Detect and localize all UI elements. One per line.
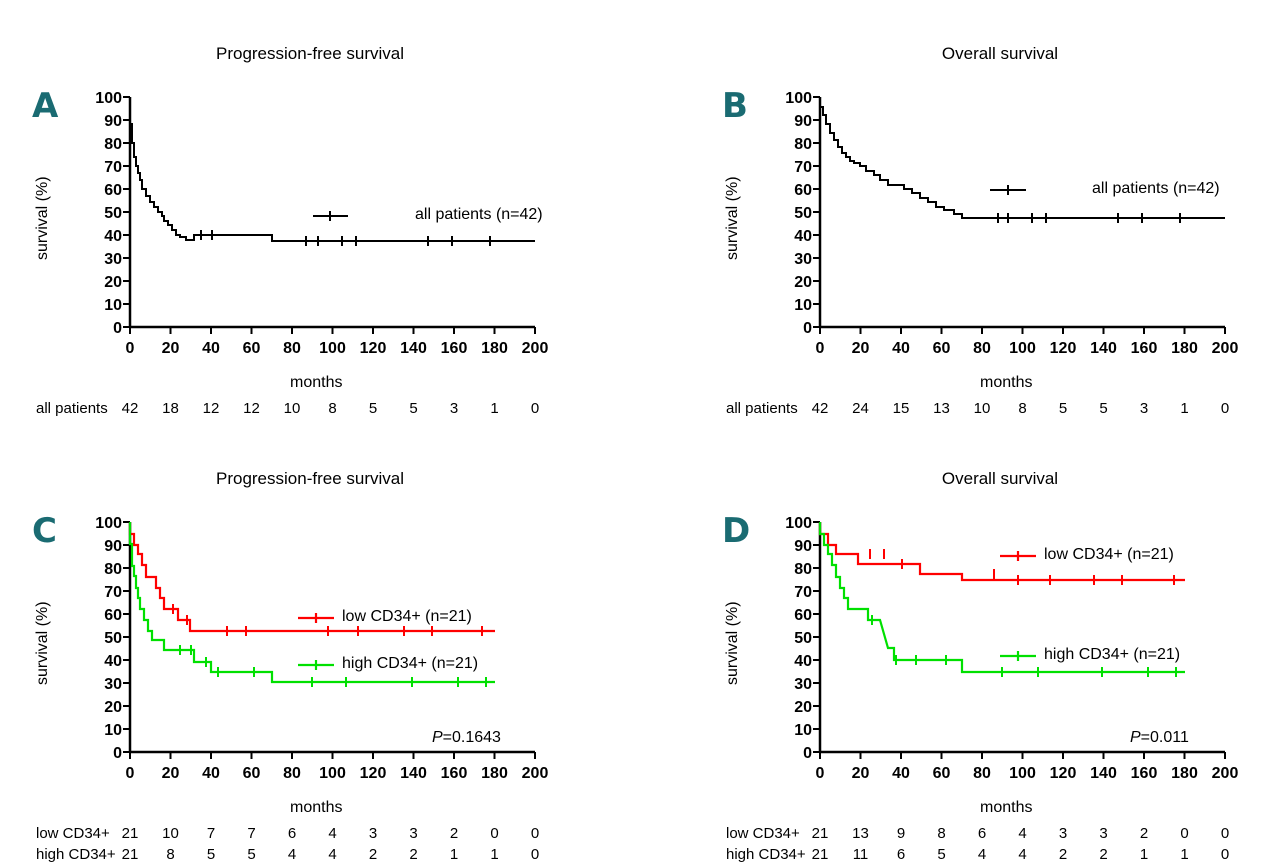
panel-c-xaxis-label: months [290,799,343,816]
risk-cell: 0 [1180,825,1189,842]
svg-text:0: 0 [125,340,135,357]
risk-cell: 3 [449,400,459,417]
svg-text:160: 160 [1130,340,1158,357]
risk-cell: 13 [933,400,950,417]
svg-text:120: 120 [1049,340,1077,357]
risk-cell: 12 [202,400,220,417]
risk-cell: 8 [1018,400,1027,417]
panel-c-yaxis-label: survival (%) [34,601,51,685]
svg-text:40: 40 [892,765,910,782]
svg-text:30: 30 [104,251,122,268]
risk-cell: 5 [206,846,216,863]
risk-cell: 42 [121,400,139,417]
panel-d-legend-label-1: high CD34+ (n=21) [1044,646,1181,663]
svg-text:0: 0 [803,320,812,337]
risk-cell: 21 [121,846,139,863]
risk-row-label: low CD34+ [726,825,800,842]
svg-text:140: 140 [400,340,427,357]
risk-cell: 10 [162,825,179,842]
panel-c-title: Progression-free survival [215,469,404,488]
panel-c [0,433,640,867]
risk-cell: 9 [896,825,906,842]
svg-text:0: 0 [113,320,122,337]
svg-text:80: 80 [973,340,991,357]
svg-text:100: 100 [1009,340,1036,357]
svg-text:140: 140 [1090,340,1117,357]
panel-a-letter: A [32,86,59,126]
svg-text:70: 70 [104,159,122,176]
risk-cell: 21 [811,846,829,863]
risk-cell: 0 [530,400,540,417]
svg-text:0: 0 [125,765,135,782]
panel-d-legend-label-0: low CD34+ (n=21) [1044,546,1174,563]
svg-text:50: 50 [104,205,122,222]
panel-b-plot [750,85,1250,370]
risk-cell: 1 [1139,846,1149,863]
risk-cell: 4 [977,846,987,863]
svg-text:80: 80 [283,765,301,782]
risk-cell: 21 [811,825,829,842]
risk-cell: 1 [490,400,499,417]
risk-cell: 0 [530,846,540,863]
svg-text:120: 120 [359,765,387,782]
svg-text:70: 70 [104,584,122,601]
svg-text:60: 60 [104,607,122,624]
risk-cell: 5 [937,846,946,863]
risk-cell: 0 [1220,400,1230,417]
risk-row-label: high CD34+ [36,846,116,863]
svg-text:80: 80 [794,561,812,578]
risk-cell: 5 [247,846,256,863]
svg-text:60: 60 [932,765,951,782]
svg-text:90: 90 [794,113,812,130]
panel-c-legend-label-0: low CD34+ (n=21) [342,608,472,625]
svg-text:20: 20 [851,340,870,357]
svg-text:180: 180 [481,340,508,357]
svg-text:180: 180 [1171,765,1198,782]
risk-cell: 24 [852,400,869,417]
risk-cell: 0 [1220,825,1230,842]
svg-text:100: 100 [785,90,812,107]
panel-a-yaxis-label: survival (%) [34,176,51,260]
svg-text:40: 40 [794,228,812,245]
panel-a-xaxis-label: months [290,374,343,391]
risk-row-label: all patients [36,400,108,417]
svg-text:200: 200 [521,765,549,782]
panel-b-letter: B [722,86,748,126]
svg-text:60: 60 [932,340,951,357]
svg-text:50: 50 [794,630,812,647]
panel-d-yaxis-label: survival (%) [724,601,741,685]
risk-cell: 0 [490,825,499,842]
svg-text:40: 40 [104,228,122,245]
risk-cell: 8 [937,825,946,842]
pvalue-value: =0.1643 [442,729,501,746]
svg-text:180: 180 [1171,340,1198,357]
panel-c-pvalue [432,729,501,747]
svg-text:100: 100 [785,515,812,532]
risk-cell: 5 [368,400,378,417]
panel-b-xaxis-label: months [980,374,1033,391]
panel-d-xaxis-label: months [980,799,1033,816]
risk-cell: 8 [328,400,337,417]
risk-cell: 3 [1139,400,1149,417]
svg-text:160: 160 [440,340,468,357]
svg-text:30: 30 [794,251,812,268]
risk-cell: 4 [1018,825,1027,842]
panel-a-plot [60,85,560,370]
panel-d-title: Overall survival [941,469,1059,488]
svg-text:20: 20 [794,274,812,291]
svg-text:20: 20 [161,340,180,357]
risk-cell: 2 [1139,825,1149,842]
svg-text:70: 70 [794,159,812,176]
svg-text:40: 40 [794,653,812,670]
svg-text:60: 60 [242,340,261,357]
risk-cell: 2 [1058,846,1068,863]
risk-cell: 1 [1180,400,1189,417]
svg-text:60: 60 [104,182,122,199]
pvalue-symbol: P [1130,729,1141,746]
panel-b [640,0,1280,433]
svg-text:100: 100 [95,90,122,107]
svg-text:80: 80 [794,136,812,153]
risk-cell: 42 [811,400,829,417]
svg-text:80: 80 [283,340,301,357]
risk-cell: 13 [852,825,869,842]
risk-cell: 4 [1018,846,1027,863]
svg-text:20: 20 [794,699,812,716]
risk-cell: 12 [243,400,260,417]
panel-b-legend-label-0: all patients (n=42) [1092,180,1220,197]
svg-text:50: 50 [794,205,812,222]
risk-cell: 10 [973,400,991,417]
risk-cell: 5 [1058,400,1068,417]
risk-cell: 8 [166,846,175,863]
risk-cell: 18 [162,400,179,417]
svg-text:80: 80 [973,765,991,782]
risk-cell: 1 [1180,846,1189,863]
risk-cell: 6 [977,825,987,842]
panel-d-pvalue [1130,729,1189,747]
risk-cell: 2 [449,825,459,842]
svg-text:10: 10 [104,297,122,314]
risk-cell: 0 [530,825,540,842]
svg-text:40: 40 [104,653,122,670]
risk-cell: 1 [490,846,499,863]
svg-text:200: 200 [1211,765,1239,782]
svg-text:90: 90 [104,538,122,555]
svg-text:20: 20 [104,699,122,716]
risk-cell: 5 [1099,400,1108,417]
svg-text:120: 120 [359,340,387,357]
svg-text:20: 20 [104,274,122,291]
risk-cell: 2 [368,846,378,863]
risk-cell: 6 [287,825,297,842]
svg-text:90: 90 [104,113,122,130]
risk-cell: 3 [1058,825,1068,842]
panel-a-legend-label-0: all patients (n=42) [415,206,543,223]
svg-text:40: 40 [892,340,910,357]
svg-text:140: 140 [400,765,427,782]
risk-cell: 21 [121,825,139,842]
svg-text:140: 140 [1090,765,1117,782]
pvalue-symbol: P [432,729,443,746]
svg-text:20: 20 [851,765,870,782]
svg-text:100: 100 [1009,765,1036,782]
svg-text:70: 70 [794,584,812,601]
svg-text:120: 120 [1049,765,1077,782]
risk-cell: 2 [409,846,418,863]
risk-cell: 0 [1220,846,1230,863]
svg-text:160: 160 [440,765,468,782]
risk-row-label: high CD34+ [726,846,806,863]
svg-text:10: 10 [794,297,812,314]
svg-text:10: 10 [794,722,812,739]
risk-cell: 4 [287,846,297,863]
panel-c-legend-label-1: high CD34+ (n=21) [342,655,479,672]
svg-text:60: 60 [242,765,261,782]
risk-cell: 1 [449,846,459,863]
svg-text:10: 10 [104,722,122,739]
svg-text:160: 160 [1130,765,1158,782]
panel-c-letter: C [32,511,57,551]
svg-text:80: 80 [104,136,122,153]
risk-cell: 3 [368,825,378,842]
svg-text:180: 180 [481,765,508,782]
svg-text:100: 100 [95,515,122,532]
risk-cell: 3 [1099,825,1108,842]
svg-text:30: 30 [794,676,812,693]
risk-cell: 6 [896,846,906,863]
risk-cell: 11 [852,846,869,863]
svg-text:100: 100 [319,765,346,782]
svg-text:40: 40 [202,340,220,357]
panel-a [0,0,640,433]
risk-cell: 4 [328,846,337,863]
panel-d [640,433,1280,867]
risk-row-label: all patients [726,400,798,417]
svg-text:0: 0 [815,765,825,782]
risk-cell: 7 [206,825,216,842]
svg-text:0: 0 [815,340,825,357]
svg-text:100: 100 [319,340,346,357]
svg-text:200: 200 [521,340,549,357]
svg-text:30: 30 [104,676,122,693]
svg-text:200: 200 [1211,340,1239,357]
risk-cell: 2 [1099,846,1108,863]
risk-cell: 5 [409,400,418,417]
svg-text:60: 60 [794,182,812,199]
panel-a-title: Progression-free survival [215,44,404,63]
risk-row-label: low CD34+ [36,825,110,842]
panel-c-plot [60,510,560,795]
pvalue-value: =0.011 [1140,729,1189,746]
svg-text:40: 40 [202,765,220,782]
panel-b-yaxis-label: survival (%) [724,176,741,260]
risk-cell: 15 [892,400,910,417]
svg-text:90: 90 [794,538,812,555]
svg-text:0: 0 [803,745,812,762]
svg-text:60: 60 [794,607,812,624]
svg-text:20: 20 [161,765,180,782]
risk-cell: 3 [409,825,418,842]
risk-cell: 7 [247,825,256,842]
risk-cell: 10 [283,400,301,417]
svg-text:50: 50 [104,630,122,647]
panel-d-letter: D [722,511,751,551]
svg-text:80: 80 [104,561,122,578]
svg-text:0: 0 [113,745,122,762]
risk-cell: 4 [328,825,337,842]
panel-b-title: Overall survival [941,44,1059,63]
